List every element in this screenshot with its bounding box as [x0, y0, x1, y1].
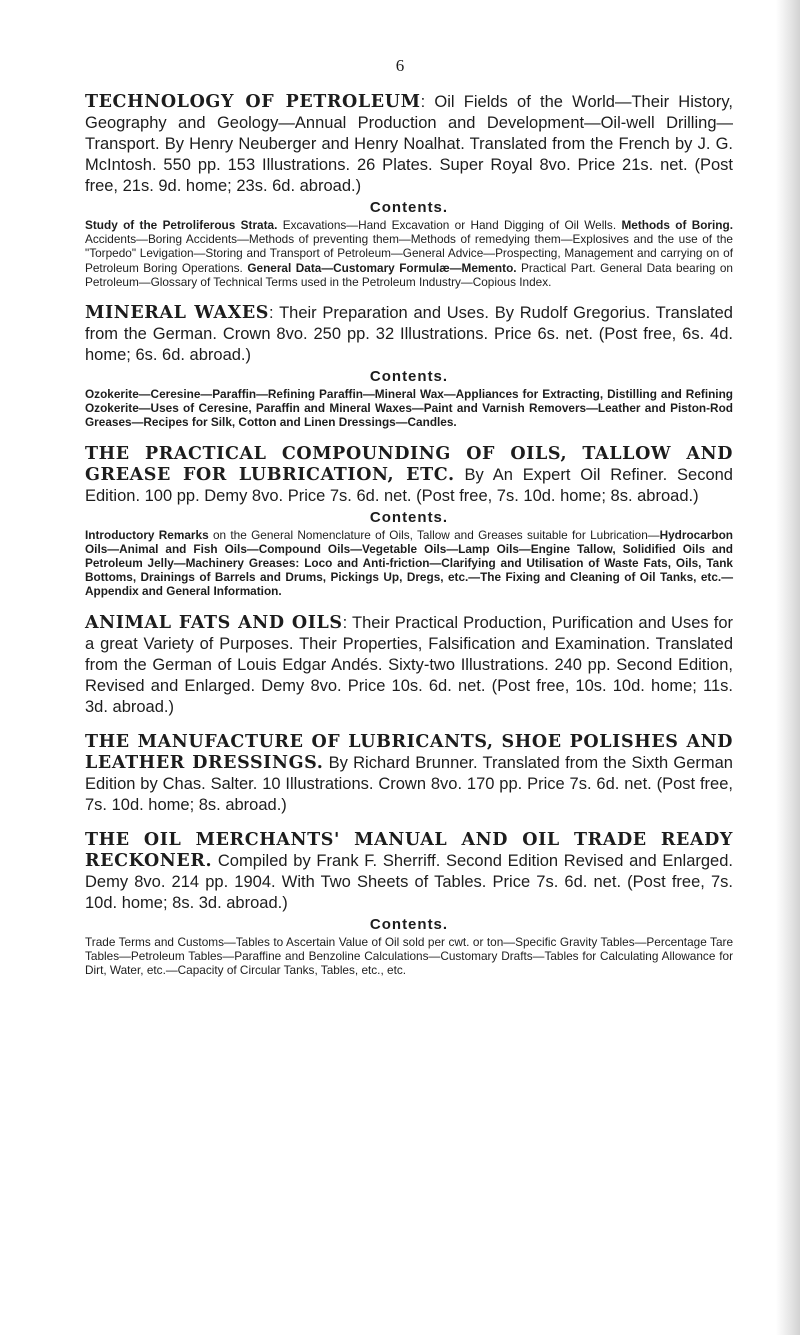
contents-text: Accidents—Boring Accidents—Methods of preventing them—Methods of remedying them—Explosives and the use of the "Torpedo" Levigation—Storing and Transport of Petroleum—General Advice—Prospecting, Management and carrying on of Petroleum Boring Operations. [85, 232, 733, 275]
book-details: By Richard Brunner. Translated from the Sixth German Edition by Chas. Salter. 10 Illustrations. Crown 8vo. 170 pp. Price 7s. 6d. net. (Post free, 7s. 10d. home; 8s. abroad.) [85, 753, 733, 814]
contents-list [85, 387, 733, 430]
book-title: MINERAL WAXES [85, 303, 270, 324]
book-entry [85, 830, 733, 978]
book-details: Compiled by Frank F. Sherriff. Second Edition Revised and Enlarged. Demy 8vo. 214 pp. 1904. With Two Sheets of Tables. Price 7s. 6d. net. (Post free, 7s. 10d. home; 8s. 3d. abroad.) [85, 851, 733, 912]
contents-list [85, 935, 733, 978]
contents-heading: Contents. [369, 199, 449, 216]
contents-section-heading: General Data—Customary Formulæ—Memento. [247, 260, 517, 275]
contents-section-heading: Ozokerite—Ceresine—Paraffin—Refining Paraffin—Mineral Wax—Appliances for Extracting, Distilling and Refining Ozokerite—Uses of Ceresine, Paraffin and Mineral Waxes—Paint and Varnish Removers—Leather and Piston-Rod Greases—Recipes for Silk, Cotton and Linen Dressings—Candles. [85, 387, 733, 430]
book-description [85, 92, 733, 197]
book-entry [85, 303, 733, 430]
contents-text: Practical Part. General Data bearing on Petroleum—Glossary of Technical Terms used in the Petroleum Industry—Copious Index. [85, 260, 733, 289]
book-title: ANIMAL FATS AND OILS [85, 612, 343, 633]
book-description [85, 303, 733, 366]
contents-heading: Contents. [369, 915, 449, 933]
book-details: : Their Preparation and Uses. By Rudolf Gregorius. Translated from the German. Crown 8vo. 250 pp. 32 Illustrations. Price 6s. net. (Post free, 6s. 4d. home; 6s. 6d. abroad.) [85, 304, 733, 365]
contents-section-heading: Hydrocarbon Oils—Animal and Fish Oils—Compound Oils—Vegetable Oils—Lamp Oils—Engine Tallow, Solidified Oils and Petroleum Jelly—Machinery Greases: Loco and Anti-friction—Clarifying and Utilisation of Waste Fats, Oils, Tank Bottoms, Drainings of Barrels and Drums, Pickings Up, Dregs, etc.—The Fixing and Cleaning of Oil Tanks, etc.—Appendix and General Information. [85, 527, 733, 599]
contents-heading: Contents. [369, 508, 449, 526]
book-entry [85, 613, 733, 718]
catalogue-column [85, 92, 733, 991]
contents-text: Excavations—Hand Excavation or Hand Digging of Oil Wells. [277, 218, 622, 232]
book-description [85, 732, 733, 816]
contents-text: on the General Nomenclature of Oils, Tallow and Greases suitable for Lubrication— [208, 527, 660, 542]
book-title: TECHNOLOGY OF PETROLEUM [85, 92, 421, 112]
book-title: THE PRACTICAL COMPOUNDING OF OILS, TALLOW AND GREASE FOR LUBRICATION, ETC. [85, 443, 733, 485]
book-details: : Oil Fields of the World—Their History, Geography and Geology—Annual Production and Development—Oil-well Drilling—Transport. By Henry Neuberger and Henry Noalhat. Translated from the French by J. G. McIntosh. 550 pp. 153 Illustrations. 26 Plates. Super Royal 8vo. Price 21s. net. (Post free, 21s. 9d. home; 23s. 6d. abroad.) [85, 93, 733, 195]
contents-list [85, 528, 733, 599]
contents-section-heading: Introductory Remarks [85, 527, 209, 542]
book-title: THE OIL MERCHANTS' MANUAL AND OIL TRADE READY RECKONER. [85, 829, 733, 871]
contents-text: Trade Terms and Customs—Tables to Ascertain Value of Oil sold per cwt. or ton—Specific Gravity Tables—Percentage Tare Tables—Petroleum Tables—Paraffine and Benzoline Calculations—Customary Drafts—Tables for Calculating Allowance for Dirt, Water, etc.—Capacity of Circular Tanks, Tables, etc., etc. [85, 934, 733, 978]
contents-list [85, 218, 733, 289]
book-description [85, 830, 733, 914]
book-entry [85, 444, 733, 599]
book-title: THE MANUFACTURE OF LUBRICANTS, SHOE POLISHES AND LEATHER DRESSINGS. [85, 731, 733, 773]
book-description [85, 444, 733, 507]
book-details: : Their Practical Production, Purification and Uses for a great Variety of Purposes. Their Properties, Falsification and Examination. Translated from the German of Louis Edgar Andés. Sixty-two Illustrations. 240 pp. Second Edition, Revised and Enlarged. Demy 8vo. Price 10s. 6d. net. (Post free, 10s. 10d. home; 11s. 3d. abroad.) [85, 613, 733, 716]
book-description [85, 613, 733, 718]
book-details: By An Expert Oil Refiner. Second Edition. 100 pp. Demy 8vo. Price 7s. 6d. net. (Post free, 7s. 10d. home; 8s. abroad.) [85, 465, 733, 505]
book-entry [85, 732, 733, 816]
contents-section-heading: Study of the Petroliferous Strata. [85, 218, 278, 232]
book-entry [85, 92, 733, 289]
page-edge-shadow [776, 0, 800, 1335]
contents-section-heading: Methods of Boring. [621, 218, 733, 232]
contents-heading: Contents. [369, 368, 449, 386]
page-number: 6 [395, 56, 405, 75]
